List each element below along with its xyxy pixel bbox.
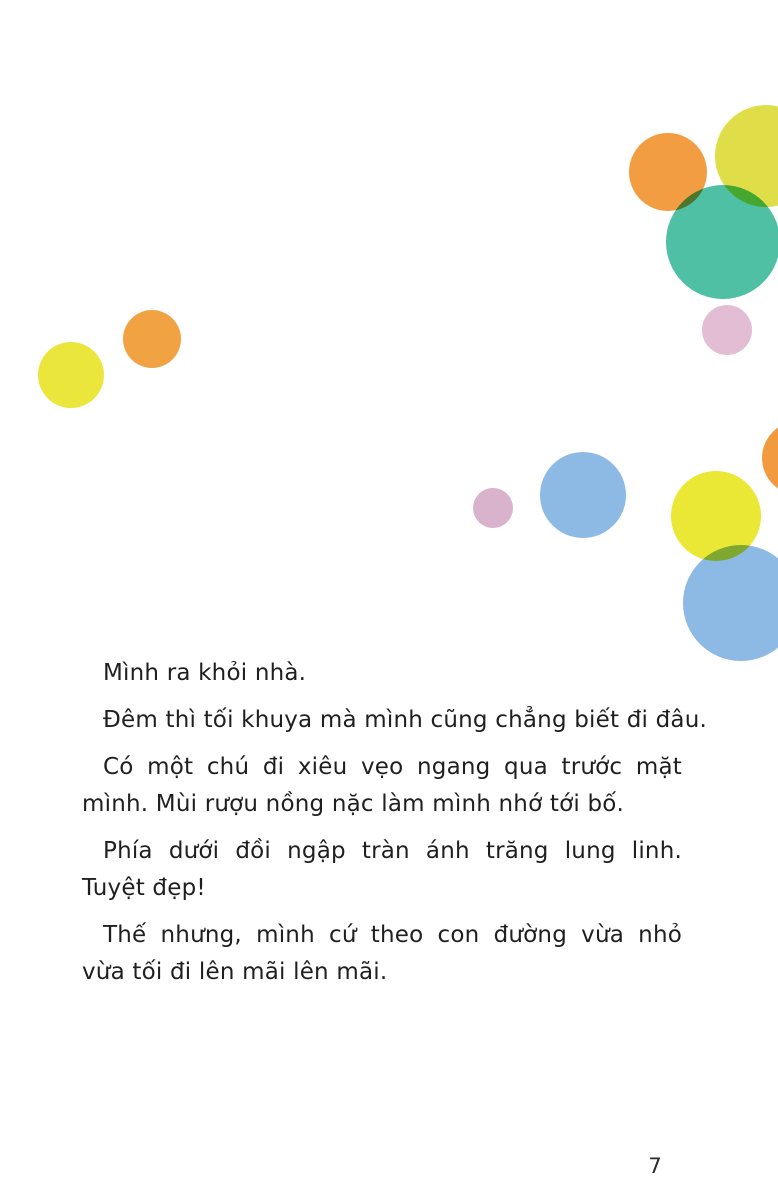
text-line: mình. Mùi rượu nồng nặc làm mình nhớ tới bố. [82, 791, 625, 817]
circle-blue-bottom-right [683, 545, 778, 661]
text-line: Có một chú đi xiêu vẹo ngang qua trước mặt [103, 754, 682, 780]
circle-teal-top-right [666, 185, 778, 299]
text-line: Mình ra khỏi nhà. [103, 660, 307, 686]
circle-orange-right-edge [762, 421, 778, 495]
paragraph-4 [82, 833, 682, 907]
paragraph-2 [82, 702, 708, 739]
circle-pink-small-middle [473, 488, 513, 528]
text-line: Phía dưới đồi ngập tràn ánh trăng lung linh. [103, 838, 682, 864]
paragraph-3 [82, 749, 682, 823]
text-line: Đêm thì tối khuya mà mình cũng chẳng biết đi đâu. [103, 707, 708, 733]
paragraph-5 [82, 917, 682, 991]
circle-blue-middle [540, 452, 626, 538]
paragraph-1 [82, 655, 682, 692]
text-line: Tuyệt đẹp! [82, 875, 206, 901]
text-line: Thế nhưng, mình cứ theo con đường vừa nhỏ [103, 922, 682, 948]
text-line: vừa tối đi lên mãi lên mãi. [82, 959, 388, 985]
circle-pink-top-right [702, 305, 752, 355]
page-number: 7 [648, 1154, 662, 1178]
story-text [82, 655, 708, 1001]
circle-yellow-left [38, 342, 104, 408]
circle-orange-left [123, 310, 181, 368]
